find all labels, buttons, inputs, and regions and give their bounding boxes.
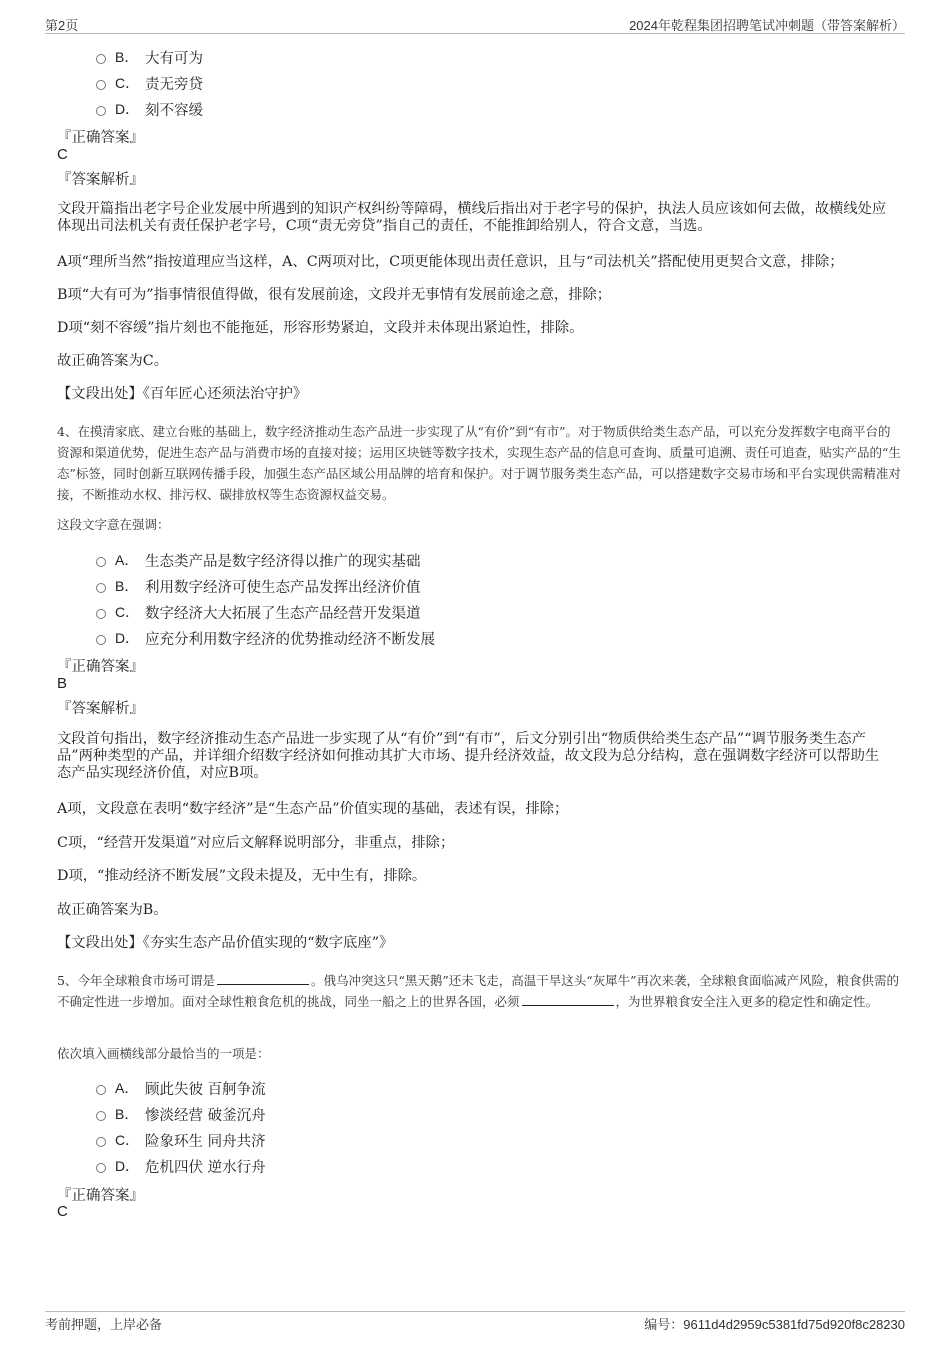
q4-analysis-paragraph: 文段首句指出，数字经济推动生态产品进一步实现了从“有价”到“有市”，后文分别引出“物质供给类生态产品”“调节服务类生态产品”两种类型的产品，并详细介绍数字经济如何推动其扩大市场、提升经济效益，故文段为总分结构，意在强调数字经济可以帮助生态产品实现经济价值，对应B项。 <box>57 731 880 781</box>
document-title: 2024年乾程集团招聘笔试冲刺题（带答案解析） <box>629 18 905 33</box>
radio-icon[interactable] <box>96 1137 106 1147</box>
q3-analysis-paragraph: D项“刻不容缓”指片刻也不能拖延，形容形势紧迫，文段并未体现出紧迫性，排除。 <box>57 320 584 336</box>
radio-icon[interactable] <box>96 80 106 90</box>
q4-source: 【文段出处】《夯实生态产品价值实现的“数字底座”》 <box>57 935 394 951</box>
q4-option-a[interactable]: A． 生态类产品是数字经济得以推广的现实基础 <box>96 550 421 570</box>
q4-analysis-paragraph: A项，文段意在表明“数字经济”是“生态产品”价值实现的基础，表述有误，排除； <box>57 801 569 817</box>
radio-icon[interactable] <box>96 1163 106 1173</box>
q3-option-b[interactable]: B． 大有可为 <box>96 47 203 67</box>
q4-option-d[interactable]: D． 应充分利用数字经济的优势推动经济不断发展 <box>96 628 435 648</box>
q5-prompt: 依次填入画横线部分最恰当的一项是： <box>57 1046 270 1061</box>
radio-icon[interactable] <box>96 635 106 645</box>
q5-option-b[interactable]: B． 惨淡经营 破釜沉舟 <box>96 1104 266 1124</box>
footer-slogan: 考前押题，上岸必备 <box>45 1317 163 1332</box>
q3-answer-label: 『正确答案』 <box>57 130 144 146</box>
q3-source: 【文段出处】《百年匠心还须法治守护》 <box>57 386 308 402</box>
radio-icon[interactable] <box>96 1085 106 1095</box>
q5-stem: 5、今年全球粮食市场可谓是 。俄乌冲突这只“黑天鹅”还未飞走，高温干旱这头“灰犀牛”再次来袭，全球粮食面临减产风险，粮食供需的不确定性进一步增加。面对全球性粮食危机的挑战，同坐一船之上的世界各国，必须 ，为世界粮食安全注入更多的稳定性和确定性。 <box>57 973 900 1009</box>
q3-option-c[interactable]: C． 责无旁贷 <box>96 73 203 93</box>
q5-answer-label: 『正确答案』 <box>57 1188 144 1204</box>
q4-analysis-label: 『答案解析』 <box>57 701 144 717</box>
q3-analysis-label: 『答案解析』 <box>57 172 144 188</box>
q5-option-d[interactable]: D． 危机四伏 逆水行舟 <box>96 1156 266 1176</box>
radio-icon[interactable] <box>96 1111 106 1121</box>
radio-icon[interactable] <box>96 557 106 567</box>
document-id: 编号：9611d4d2959c5381fd75d920f8c28230 <box>644 1317 905 1332</box>
q4-option-c[interactable]: C． 数字经济大大拓展了生态产品经营开发渠道 <box>96 602 421 622</box>
q4-stem: 4、在摸清家底、建立台账的基础上，数字经济推动生态产品进一步实现了从“有价”到“有市”。对于物质供给类生态产品，可以充分发挥数字电商平台的资源和渠道优势，促进生态产品与消费市场的直接对接；运用区块链等数字技术，实现生态产品的信息可查询、质量可追溯、责任可追查，贴实产品的“生态”标签，同时创新互联网传播手段，加强生态产品区域公用品牌的培育和保护。对于调节服务类生态产品，可以搭建数字交易市场和平台实现供需精准对接，不断推动水权、排污权、碳排放权等生态资源权益交易。 <box>57 424 901 502</box>
fill-blank <box>522 994 614 1006</box>
radio-icon[interactable] <box>96 54 106 64</box>
page-number: 第2页 <box>45 18 79 33</box>
q4-option-b[interactable]: B． 利用数字经济可使生态产品发挥出经济价值 <box>96 576 421 596</box>
q4-analysis-paragraph: C项，“经营开发渠道”对应后文解释说明部分，非重点，排除； <box>57 835 455 851</box>
q3-analysis-paragraph: 故正确答案为C。 <box>57 353 169 369</box>
q4-prompt: 这段文字意在强调： <box>57 517 170 532</box>
footer-divider <box>45 1311 905 1312</box>
q3-analysis-paragraph: 文段开篇指出老字号企业发展中所遇到的知识产权纠纷等障碍，横线后指出对于老字号的保护，执法人员应该如何去做，故横线处应体现出司法机关有责任保护老字号，C项“责无旁贷”指自己的责任，不能推卸给别人，符合文意，当选。 <box>57 201 887 234</box>
q4-answer: B <box>57 675 68 692</box>
q4-answer-label: 『正确答案』 <box>57 659 144 675</box>
q3-analysis-paragraph: B项“大有可为”指事情很值得做，很有发展前途，文段并无事情有发展前途之意，排除； <box>57 287 612 303</box>
fill-blank <box>217 973 309 985</box>
radio-icon[interactable] <box>96 609 106 619</box>
header-divider <box>45 33 905 34</box>
q5-option-c[interactable]: C． 险象环生 同舟共济 <box>96 1130 266 1150</box>
q4-analysis-paragraph: 故正确答案为B。 <box>57 902 168 918</box>
q5-option-a[interactable]: A． 顾此失彼 百舸争流 <box>96 1078 266 1098</box>
q3-analysis-paragraph: A项“理所当然”指按道理应当这样，A、C两项对比，C项更能体现出责任意识，且与“司法机关”搭配使用更契合文意，排除； <box>57 254 844 270</box>
q3-answer: C <box>57 146 68 163</box>
q5-answer: C <box>57 1203 68 1220</box>
q4-analysis-paragraph: D项，“推动经济不断发展”文段未提及，无中生有，排除。 <box>57 868 427 884</box>
radio-icon[interactable] <box>96 106 106 116</box>
radio-icon[interactable] <box>96 583 106 593</box>
q3-option-d[interactable]: D． 刻不容缓 <box>96 99 203 119</box>
